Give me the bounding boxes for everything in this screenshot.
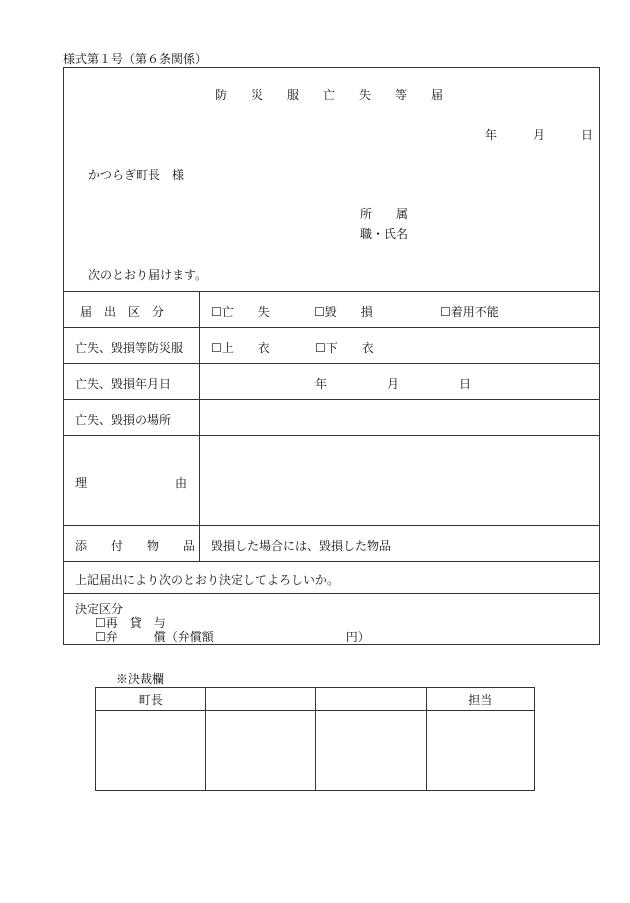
attachment-value: 毀損した場合には、毀損した物品 [211,539,392,553]
approval-cell-mayor[interactable] [96,711,206,791]
row-divider [64,435,599,436]
row-divider [64,525,599,526]
intro-text: 次のとおり届けます。 [88,268,208,282]
affiliation-label: 所 属 [360,207,409,221]
approval-header-mayor: 町長 [96,688,206,711]
name-label: 職・氏名 [360,227,409,241]
attachment-label: 添 付 物 品 [75,539,196,553]
row-divider [64,593,599,594]
decision-label: 決定区分 [75,602,124,616]
approval-cell-3[interactable] [316,711,426,791]
row-divider [64,327,599,328]
date-row-label: 亡失、毀損年月日 [75,377,172,391]
addressee: かつらぎ町長 様 [88,168,185,182]
column-divider [199,291,200,561]
row-divider [64,561,599,562]
approval-header-staff: 担当 [426,688,534,711]
row-divider [64,399,599,400]
garment-option-top[interactable]: ☐上 衣 [211,341,270,355]
date-row-value[interactable]: 年 月 日 [315,377,472,391]
form-number-label: 様式第１号（第６条関係） [63,52,208,66]
category-option-lost[interactable]: ☐亡 失 [211,305,270,319]
place-row-label: 亡失、毀損の場所 [75,413,172,427]
decision-option-reissue[interactable]: ☐再 貸 与 [95,616,166,630]
approval-header-3 [316,688,426,711]
row-divider [64,291,599,292]
approval-header-2 [206,688,316,711]
date-line: 年 月 日 [485,128,594,142]
decision-option-compensation[interactable]: ☐弁 償（弁償額 円） [95,630,370,644]
decision-request: 上記届出により次のとおり決定してよろしいか。 [75,573,340,587]
garment-option-bottom[interactable]: ☐下 衣 [315,341,374,355]
form-title: 防 災 服 亡 失 等 届 [215,88,444,102]
category-option-unwearable[interactable]: ☐着用不能 [440,305,499,319]
category-option-damaged[interactable]: ☐毀 損 [314,305,373,319]
row-divider [64,363,599,364]
approval-caption: ※決裁欄 [116,672,165,686]
category-label: 届 出 区 分 [80,305,165,319]
garment-label: 亡失、毀損等防災服 [75,341,184,355]
approval-table [95,687,535,791]
reason-label-left: 理 [75,476,88,490]
reason-label-right: 由 [175,476,188,490]
approval-cell-staff[interactable] [426,711,534,791]
notification-form [63,67,600,645]
approval-cell-2[interactable] [206,711,316,791]
